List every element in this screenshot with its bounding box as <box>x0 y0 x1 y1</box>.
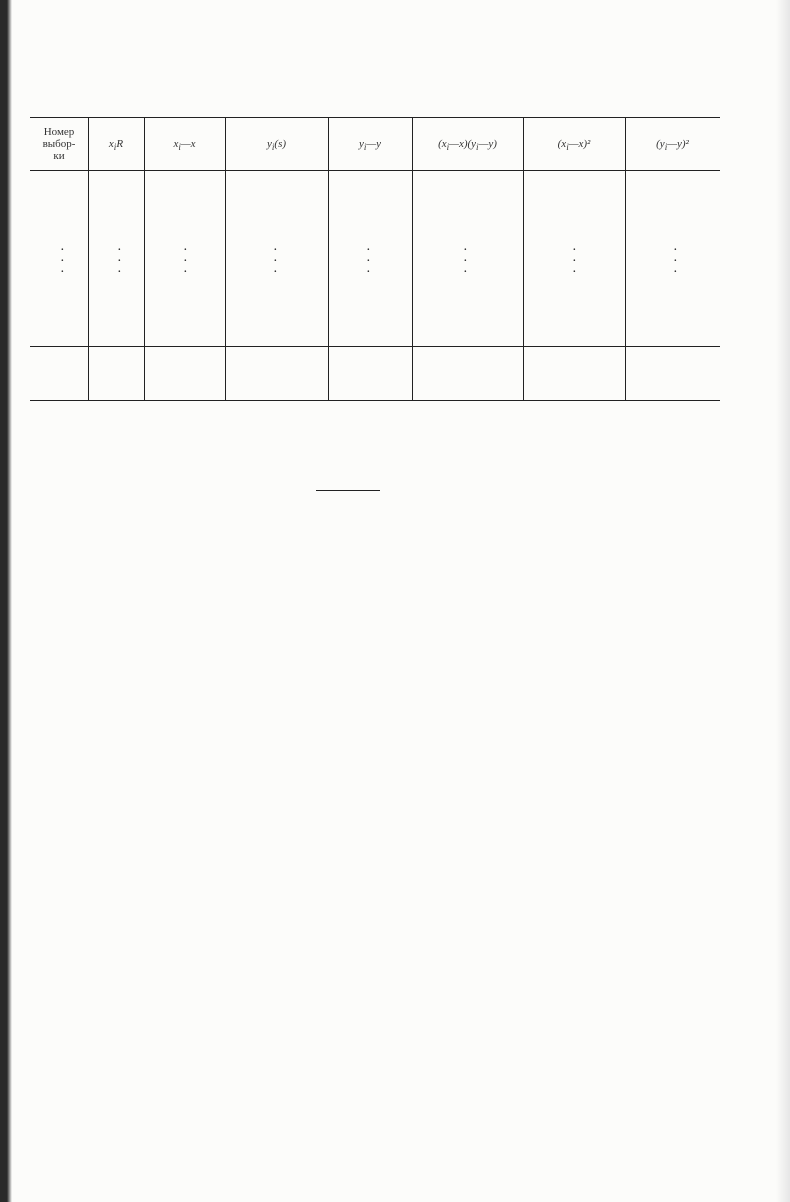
page-left-edge <box>0 0 12 1202</box>
col-divider <box>625 117 626 400</box>
ellipsis: · · · <box>273 243 278 280</box>
col-header: $(x_i—x)(y_i—y)$ <box>438 138 497 153</box>
col-header: $x_i—x$ <box>173 138 196 153</box>
ellipsis: · · · <box>366 243 371 280</box>
col-header: $y_i(s)$ <box>266 138 287 153</box>
ellipsis: · · · <box>572 243 577 280</box>
table-bottom-rule <box>30 400 720 401</box>
ellipsis: · · · <box>183 243 188 280</box>
formula-fraction-bar <box>316 490 380 491</box>
table-top-rule <box>30 117 720 118</box>
col-header: $(x_i—x)^2$ <box>557 138 591 153</box>
table-header-rule <box>30 170 720 171</box>
ellipsis: · · · <box>463 243 468 280</box>
col-divider <box>523 117 524 400</box>
col-divider <box>144 117 145 400</box>
page-right-shadow <box>776 0 790 1202</box>
col-divider <box>88 117 89 400</box>
ellipsis: · · · <box>60 243 65 280</box>
col-divider <box>225 117 226 400</box>
col-divider <box>412 117 413 400</box>
ellipsis: · · · <box>673 243 678 280</box>
col-divider <box>328 117 329 400</box>
col-header: $(y_i—y)^2$ <box>656 138 689 153</box>
table-body-rule <box>30 346 720 347</box>
col-header: Номер выбор- ки <box>42 126 76 162</box>
ellipsis: · · · <box>117 243 122 280</box>
col-header: $x_iR$ <box>108 138 124 153</box>
col-header: $y_i—y$ <box>358 138 382 153</box>
